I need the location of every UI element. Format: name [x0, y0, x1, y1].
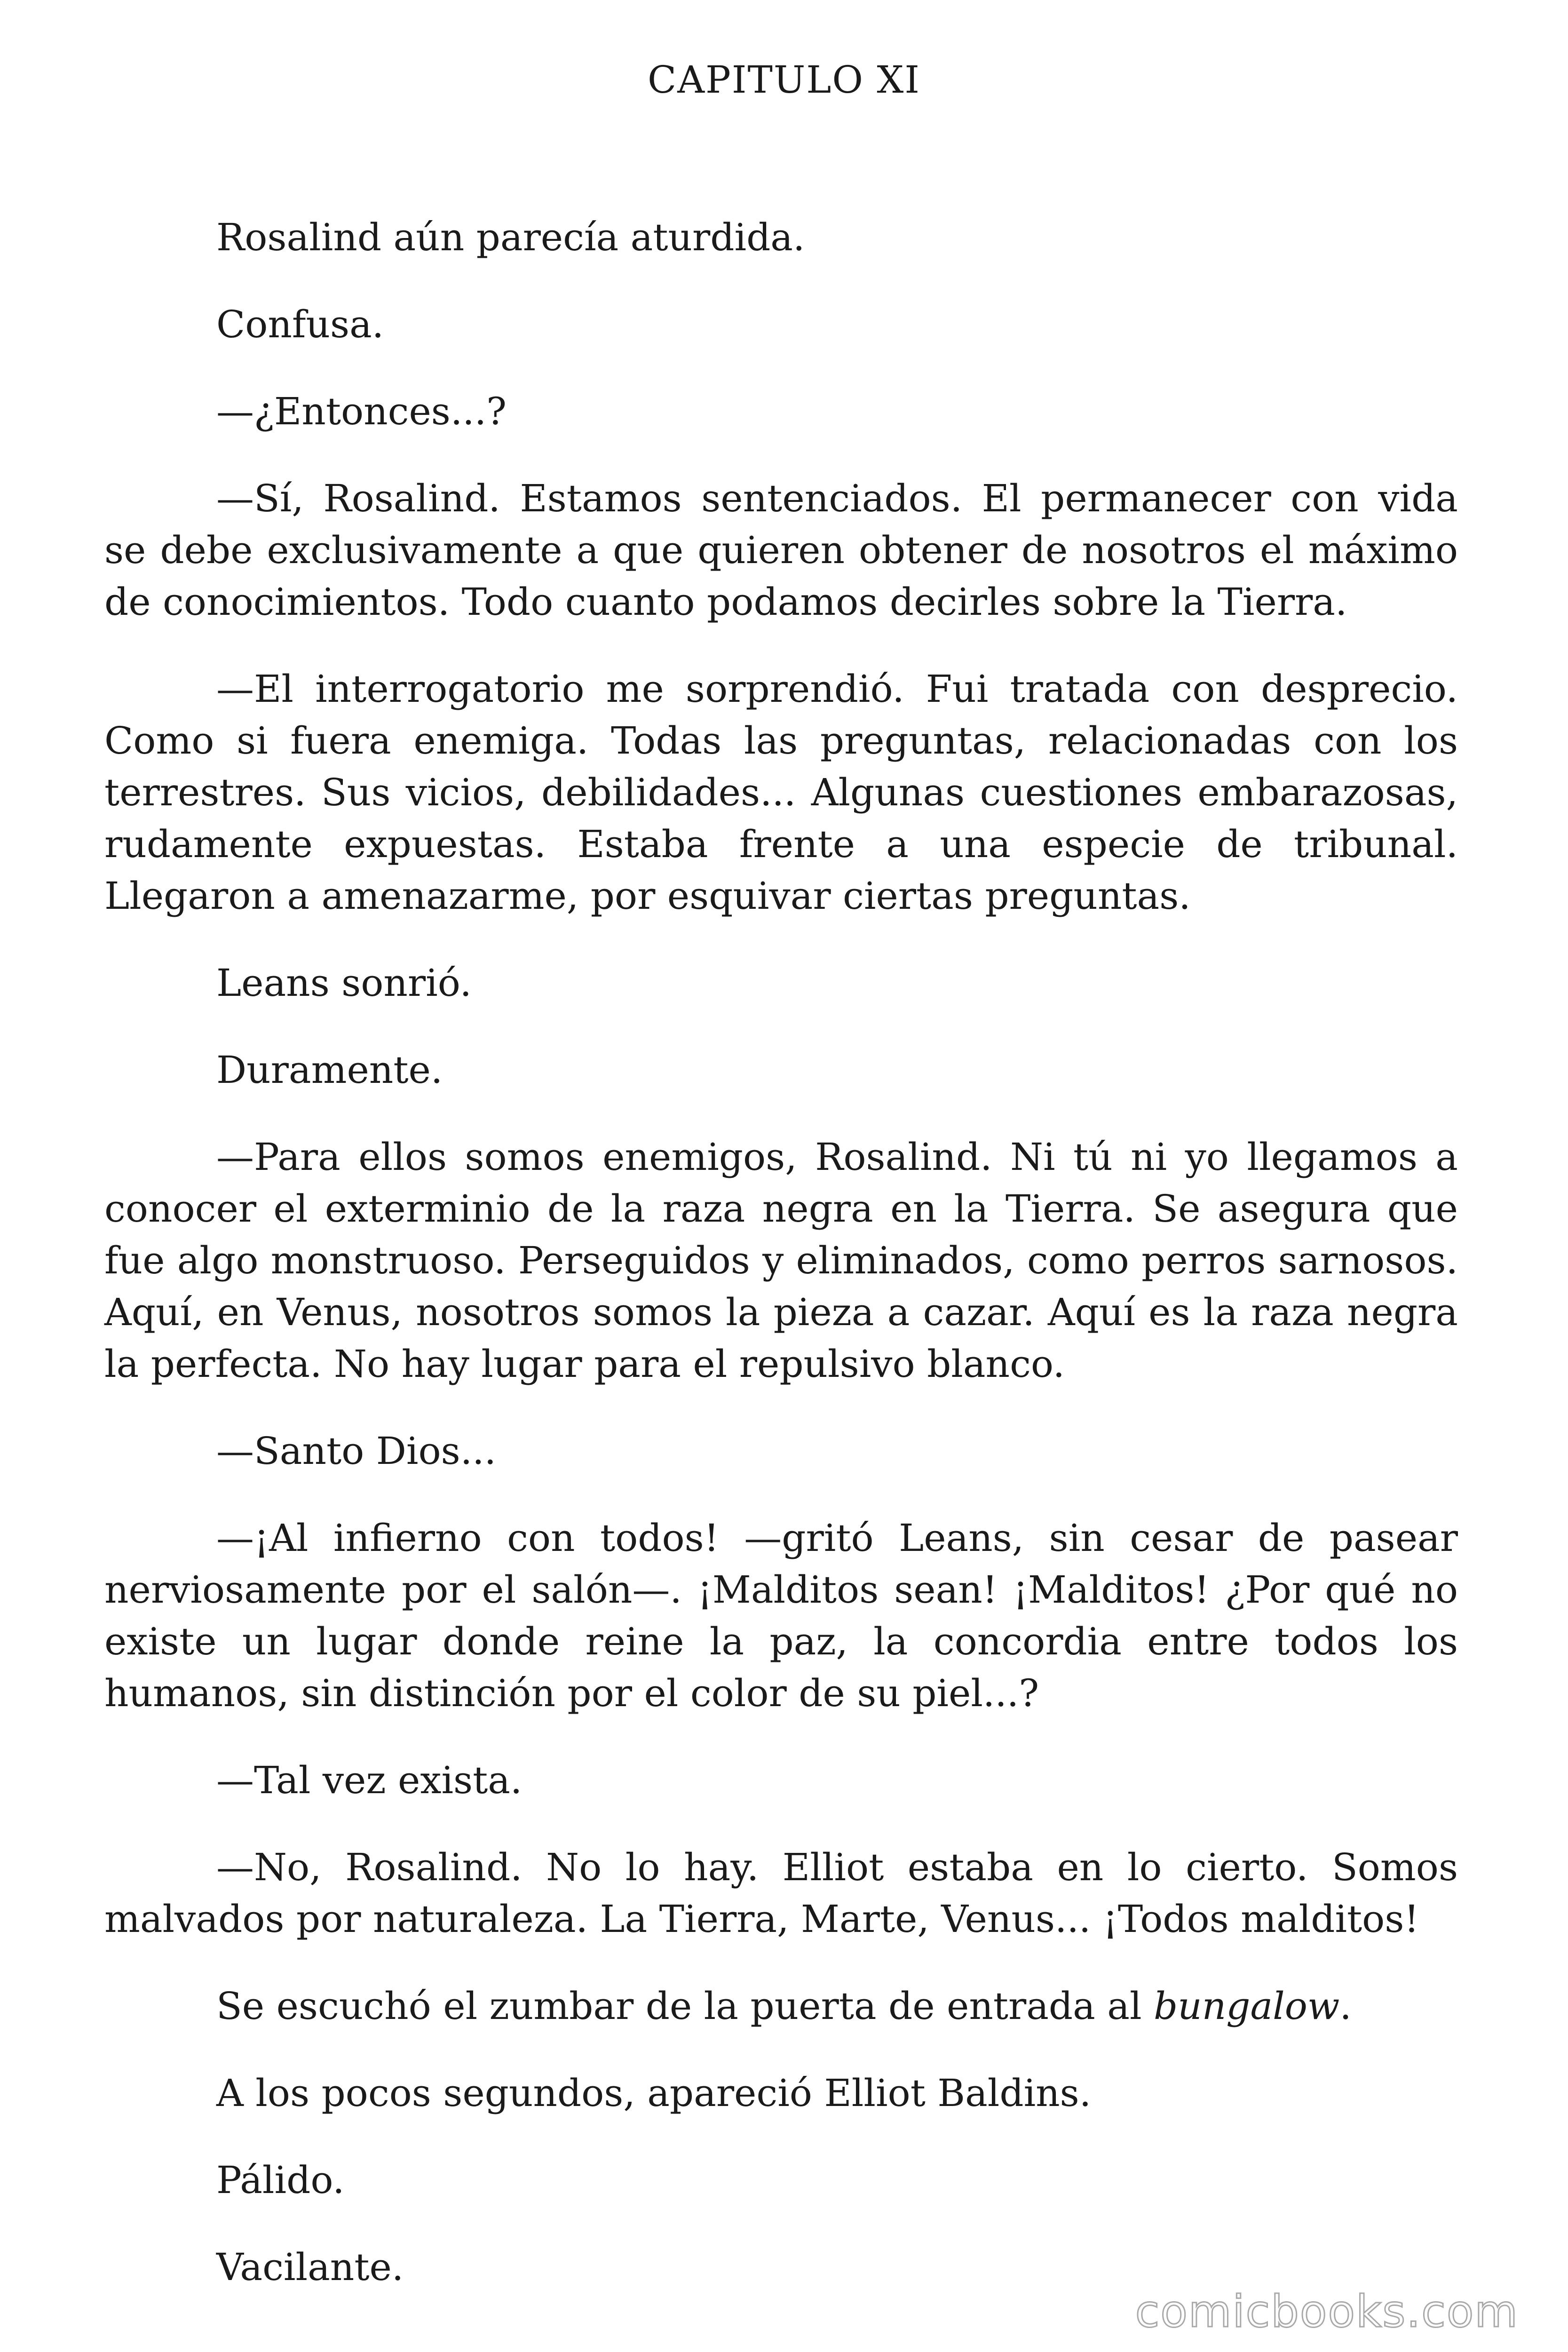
- paragraph: Leans sonrió.: [216, 961, 472, 1005]
- paragraph: Pálido.: [216, 2158, 345, 2202]
- paragraph: —No, Rosalind. No lo hay. Elliot estaba en lo cierto. Somos malvados por naturaleza. La Tierra, Marte, Venus... ¡Todos malditos!: [104, 1845, 1458, 1941]
- paragraph: —¡Al infierno con todos! —gritó Leans, sin cesar de pasear nerviosamente por el salón—. ¡Malditos sean! ¡Malditos! ¿Por qué no existe un lugar donde reine la paz, la concordia entre todos los humanos, sin distinción por el color de su piel...?: [104, 1516, 1458, 1715]
- paragraph-text-before: Se escuchó el zumbar de la puerta de entrada al: [216, 1984, 1154, 2028]
- paragraph: —Santo Dios...: [216, 1429, 496, 1473]
- italic-word: bungalow: [1153, 1984, 1340, 2028]
- chapter-title: CAPITULO XI: [648, 58, 920, 102]
- paragraph: Confusa.: [216, 302, 384, 346]
- paragraph: A los pocos segundos, apareció Elliot Baldins.: [216, 2071, 1092, 2115]
- paragraph: Vacilante.: [216, 2245, 404, 2289]
- paragraph: —¿Entonces...?: [216, 389, 507, 433]
- paragraph: Rosalind aún parecía aturdida.: [216, 215, 805, 259]
- paragraph: —El interrogatorio me sorprendió. Fui tratada con desprecio. Como si fuera enemiga. Todas las preguntas, relacionadas con los terrestres. Sus vicios, debilidades... Algunas cuestiones embarazosas, rudamente expuestas. Estaba frente a una especie de tribunal. Llegaron a amenazarme, por esquivar ciertas preguntas.: [104, 667, 1458, 918]
- text-body: [104, 212, 1458, 2328]
- watermark: comicbooks.com: [1135, 2286, 1519, 2337]
- paragraph: —Para ellos somos enemigos, Rosalind. Ni tú ni yo llegamos a conocer el exterminio de la raza negra en la Tierra. Se asegura que fue algo monstruoso. Perseguidos y eliminados, como perros sarnosos. Aquí, en Venus, nosotros somos la pieza a cazar. Aquí es la raza negra la perfecta. No hay lugar para el repulsivo blanco.: [104, 1135, 1458, 1386]
- paragraph: —Tal vez exista.: [216, 1758, 523, 1802]
- paragraph-text-after: .: [1339, 1984, 1352, 2028]
- paragraph-with-italic: [104, 1980, 1458, 2032]
- paragraph: Duramente.: [216, 1048, 443, 1092]
- paragraph: —Sí, Rosalind. Estamos sentenciados. El permanecer con vida se debe exclusivamente a que quieren obtener de nosotros el máximo de conocimientos. Todo cuanto podamos decirles sobre la Tierra.: [104, 477, 1458, 624]
